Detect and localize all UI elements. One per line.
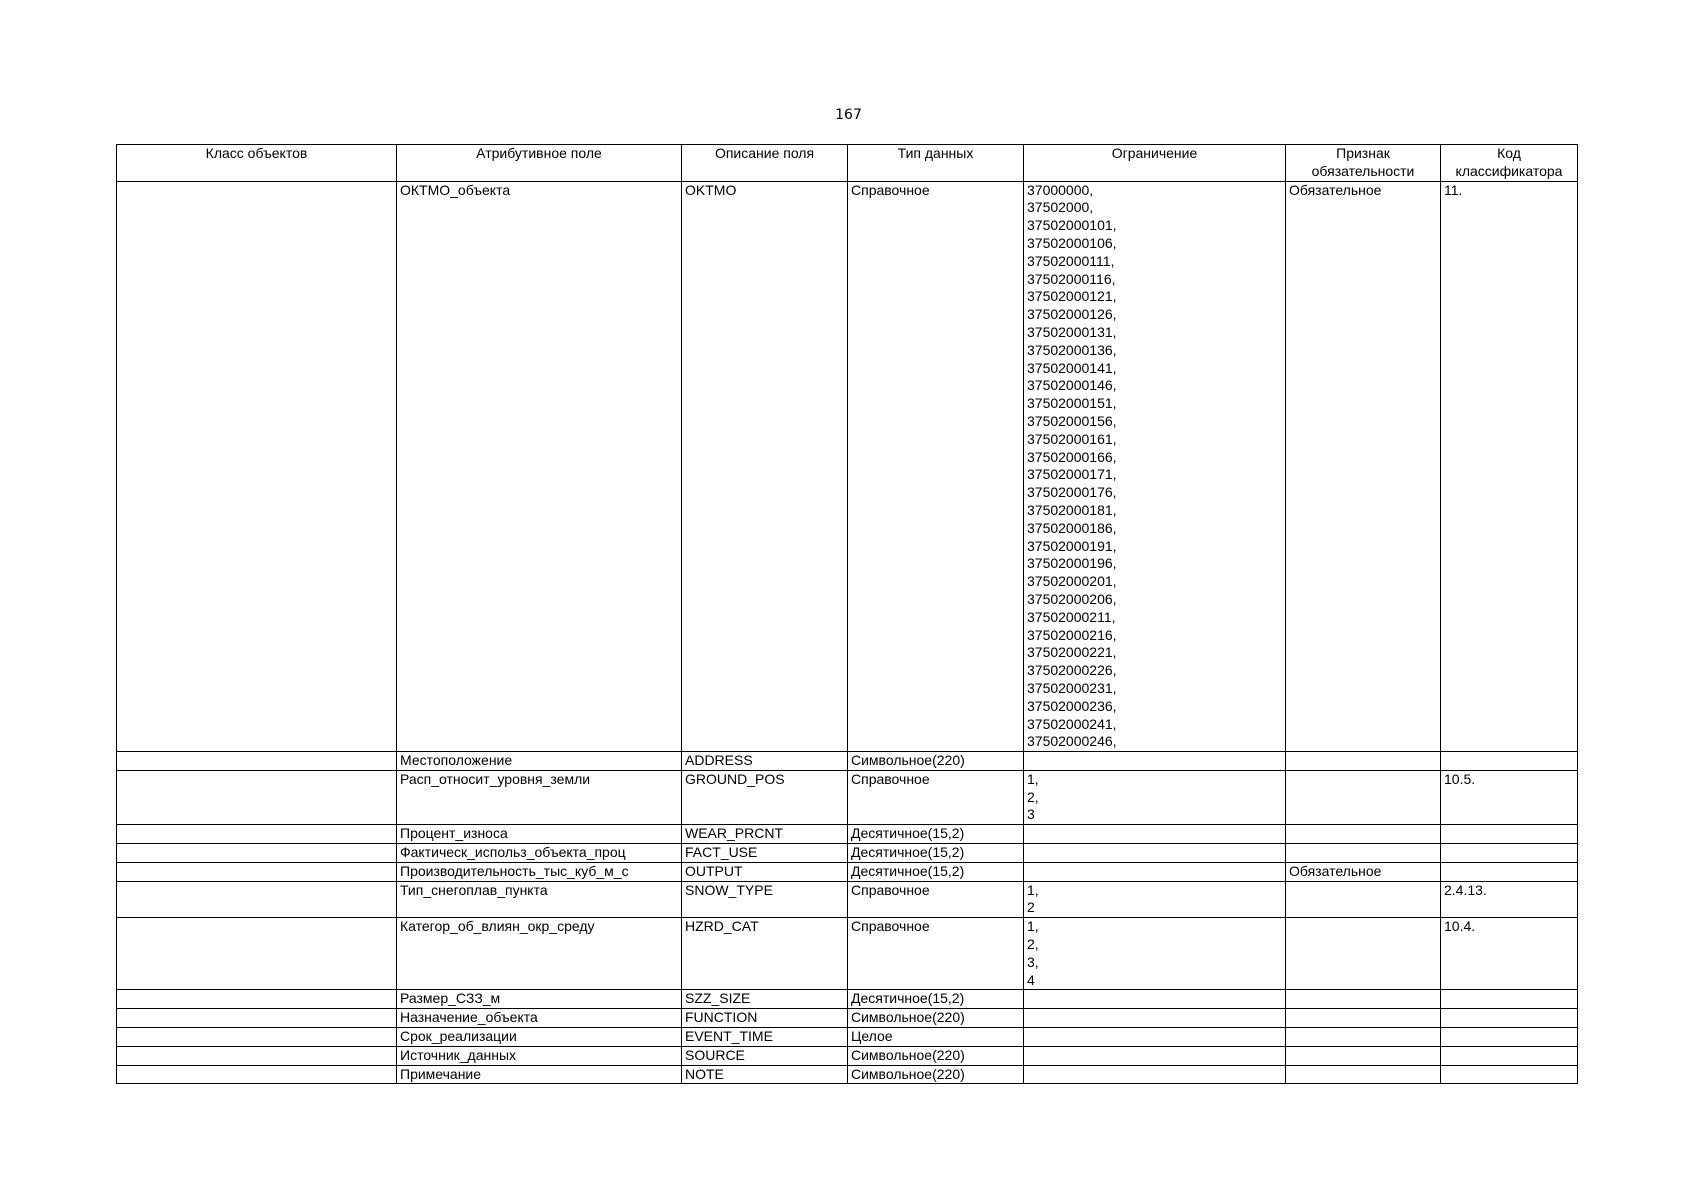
field-cell: Категор_об_влиян_окр_среду: [397, 918, 682, 990]
description-cell: OKTMO: [682, 181, 848, 752]
header-cell: Класс объектов: [117, 145, 397, 182]
required-cell: [1286, 881, 1441, 918]
required-cell: [1286, 844, 1441, 863]
header-cell: Ограничение: [1024, 145, 1286, 182]
constraint-cell: 1, 2, 3: [1024, 770, 1286, 824]
constraint-cell: [1024, 990, 1286, 1009]
description-cell: SZZ_SIZE: [682, 990, 848, 1009]
required-cell: [1286, 825, 1441, 844]
constraint-cell: 1, 2, 3, 4: [1024, 918, 1286, 990]
description-cell: ADDRESS: [682, 752, 848, 771]
code-cell: [1441, 844, 1578, 863]
table-row: [117, 1046, 1578, 1065]
field-cell: Расп_относит_уровня_земли: [397, 770, 682, 824]
class-cell: [117, 1009, 397, 1028]
table-row: [117, 770, 1578, 824]
table-row: [117, 862, 1578, 881]
description-cell: EVENT_TIME: [682, 1028, 848, 1047]
table-row: [117, 1009, 1578, 1028]
code-cell: [1441, 825, 1578, 844]
table-row: [117, 844, 1578, 863]
required-cell: [1286, 1065, 1441, 1084]
required-cell: Обязательное: [1286, 862, 1441, 881]
description-cell: SNOW_TYPE: [682, 881, 848, 918]
description-cell: GROUND_POS: [682, 770, 848, 824]
type-cell: Символьное(220): [848, 1009, 1024, 1028]
field-cell: ОКТМО_объекта: [397, 181, 682, 752]
constraint-cell: [1024, 1028, 1286, 1047]
attribute-table: [116, 144, 1578, 1084]
type-cell: Справочное: [848, 770, 1024, 824]
constraint-cell: [1024, 1009, 1286, 1028]
header-cell: Тип данных: [848, 145, 1024, 182]
field-cell: Источник_данных: [397, 1046, 682, 1065]
field-cell: Процент_износа: [397, 825, 682, 844]
constraint-cell: [1024, 862, 1286, 881]
type-cell: Символьное(220): [848, 752, 1024, 771]
constraint-cell: [1024, 825, 1286, 844]
type-cell: Десятичное(15,2): [848, 844, 1024, 863]
description-cell: FUNCTION: [682, 1009, 848, 1028]
header-cell: Атрибутивное поле: [397, 145, 682, 182]
description-cell: OUTPUT: [682, 862, 848, 881]
type-cell: Целое: [848, 1028, 1024, 1047]
description-cell: NOTE: [682, 1065, 848, 1084]
field-cell: Размер_СЗЗ_м: [397, 990, 682, 1009]
type-cell: Десятичное(15,2): [848, 825, 1024, 844]
code-cell: 10.4.: [1441, 918, 1578, 990]
class-cell: [117, 844, 397, 863]
description-cell: FACT_USE: [682, 844, 848, 863]
table-row: [117, 1065, 1578, 1084]
constraint-cell: 1, 2: [1024, 881, 1286, 918]
code-cell: [1441, 1028, 1578, 1047]
class-cell: [117, 181, 397, 752]
code-cell: [1441, 862, 1578, 881]
required-cell: [1286, 1028, 1441, 1047]
type-cell: Справочное: [848, 881, 1024, 918]
class-cell: [117, 825, 397, 844]
field-cell: Производительность_тыс_куб_м_с: [397, 862, 682, 881]
field-cell: Срок_реализации: [397, 1028, 682, 1047]
class-cell: [117, 918, 397, 990]
page-number: 167: [835, 107, 862, 123]
type-cell: Символьное(220): [848, 1065, 1024, 1084]
table-row: [117, 1028, 1578, 1047]
constraint-cell: [1024, 752, 1286, 771]
header-cell: Признак обязательности: [1286, 145, 1441, 182]
table-row: [117, 825, 1578, 844]
class-cell: [117, 862, 397, 881]
class-cell: [117, 1028, 397, 1047]
required-cell: Обязательное: [1286, 181, 1441, 752]
required-cell: [1286, 752, 1441, 771]
table-row: [117, 918, 1578, 990]
class-cell: [117, 1065, 397, 1084]
type-cell: Десятичное(15,2): [848, 862, 1024, 881]
constraint-cell: 37000000, 37502000, 37502000101, 37502000106, 37502000111, 37502000116, 37502000121, 37502000126, 37502000131, 37502000136, 37502000141, 37502000146, 37502000151, 37502000156, 37502000161, 37502000166, 37502000171, 37502000176, 37502000181, 37502000186, 37502000191, 37502000196, 37502000201, 37502000206, 37502000211, 37502000216, 37502000221, 37502000226, 37502000231, 37502000236, 37502000241, 37502000246,: [1024, 181, 1286, 752]
code-cell: 10.5.: [1441, 770, 1578, 824]
required-cell: [1286, 990, 1441, 1009]
constraint-cell: [1024, 844, 1286, 863]
required-cell: [1286, 918, 1441, 990]
header-cell: Описание поля: [682, 145, 848, 182]
code-cell: [1441, 1065, 1578, 1084]
class-cell: [117, 752, 397, 771]
field-cell: Назначение_объекта: [397, 1009, 682, 1028]
code-cell: 2.4.13.: [1441, 881, 1578, 918]
required-cell: [1286, 770, 1441, 824]
table-row: [117, 881, 1578, 918]
table-row: [117, 181, 1578, 752]
description-cell: SOURCE: [682, 1046, 848, 1065]
code-cell: [1441, 1009, 1578, 1028]
field-cell: Тип_снегоплав_пункта: [397, 881, 682, 918]
constraint-cell: [1024, 1046, 1286, 1065]
class-cell: [117, 990, 397, 1009]
table-row: [117, 752, 1578, 771]
class-cell: [117, 1046, 397, 1065]
constraint-cell: [1024, 1065, 1286, 1084]
description-cell: HZRD_CAT: [682, 918, 848, 990]
code-cell: [1441, 990, 1578, 1009]
field-cell: Местоположение: [397, 752, 682, 771]
type-cell: Символьное(220): [848, 1046, 1024, 1065]
code-cell: 11.: [1441, 181, 1578, 752]
field-cell: Примечание: [397, 1065, 682, 1084]
class-cell: [117, 770, 397, 824]
type-cell: Справочное: [848, 181, 1024, 752]
header-row: [117, 145, 1578, 182]
class-cell: [117, 881, 397, 918]
type-cell: Справочное: [848, 918, 1024, 990]
code-cell: [1441, 752, 1578, 771]
type-cell: Десятичное(15,2): [848, 990, 1024, 1009]
header-cell: Код классификатора: [1441, 145, 1578, 182]
table-row: [117, 990, 1578, 1009]
code-cell: [1441, 1046, 1578, 1065]
required-cell: [1286, 1009, 1441, 1028]
description-cell: WEAR_PRCNT: [682, 825, 848, 844]
required-cell: [1286, 1046, 1441, 1065]
field-cell: Фактическ_использ_объекта_проц: [397, 844, 682, 863]
